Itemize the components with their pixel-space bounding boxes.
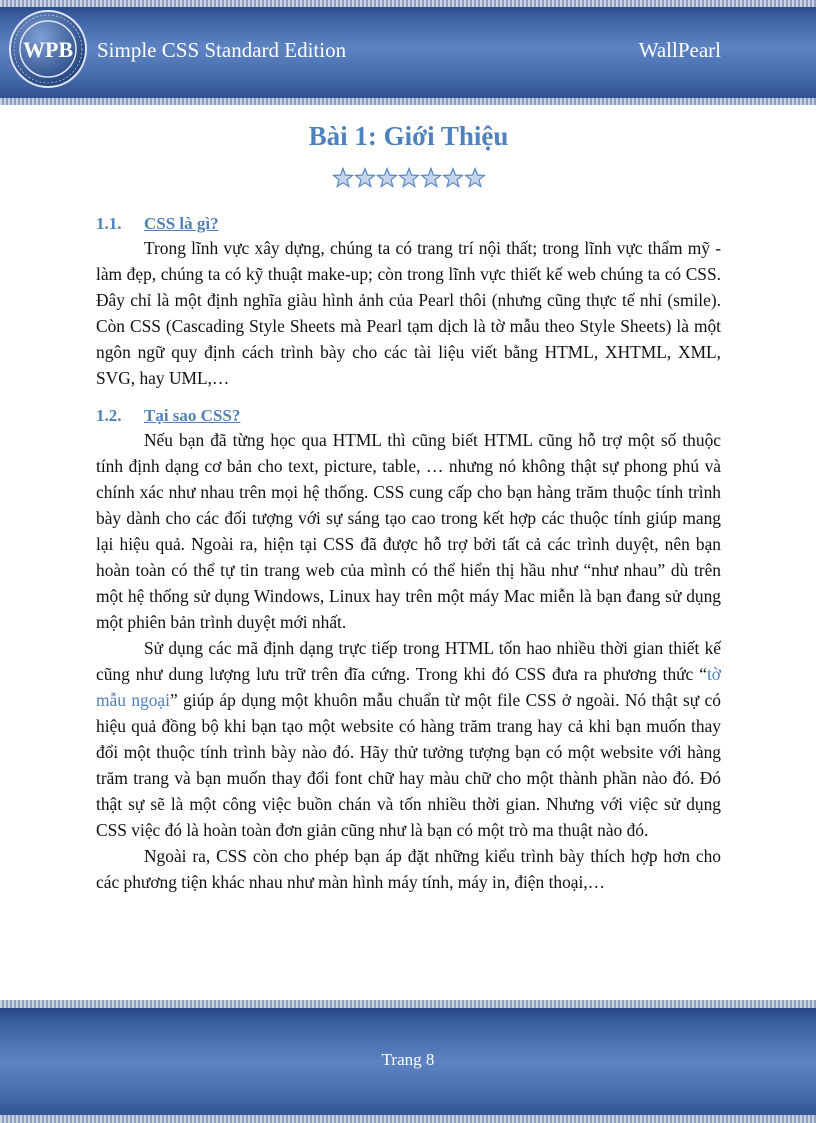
section-heading-2 — [96, 405, 721, 427]
section-number: 1.2. — [96, 406, 122, 425]
section-title[interactable]: CSS là gì? — [144, 214, 219, 233]
section-number: 1.1. — [96, 214, 122, 233]
page-number: Trang 8 — [381, 1050, 435, 1069]
section-heading-1 — [96, 213, 721, 235]
star-icon — [332, 167, 354, 189]
star-divider — [96, 167, 721, 189]
external-stylesheet-link[interactable]: tờ mẫu ngoại — [96, 664, 721, 710]
page-header — [0, 0, 816, 105]
lesson-title: Bài 1: Giới Thiệu — [308, 121, 509, 151]
page-footer — [0, 1000, 816, 1123]
paragraph: Ngoài ra, CSS còn cho phép bạn áp đặt những kiểu trình bày thích hợp hơn cho các phương tiện khác nhau như màn hình máy tính, máy in, điện thoại,… — [96, 846, 721, 892]
header-title: Simple CSS Standard Edition — [97, 38, 347, 62]
star-icon — [420, 167, 442, 189]
paragraph: Trong lĩnh vực xây dựng, chúng ta có trang trí nội thất; trong lĩnh vực thẩm mỹ - làm đẹp, chúng ta có kỹ thuật make-up; còn trong lĩnh vực thiết kế web chúng ta có CSS. Đây chỉ là một định nghĩa giàu hình ảnh của Pearl thôi (nhưng cũng thực tế nhỉ (smile). Còn CSS (Cascading Style Sheets mà Pearl tạm dịch là tờ mẫu theo Style Sheets) là một ngôn ngữ quy định cách trình bày cho các tài liệu viết bằng HTML, XHTML, XML, SVG, hay UML,… — [96, 238, 721, 388]
page-content — [96, 110, 721, 895]
star-icon — [442, 167, 464, 189]
paragraph — [96, 635, 721, 843]
paragraph-text: Sử dụng các mã định dạng trực tiếp trong HTML tốn hao nhiều thời gian thiết kế cũng như dung lượng lưu trữ trên đĩa cứng. Trong khi đó CSS đưa ra phương thức “ — [96, 638, 721, 684]
header-brand: WallPearl — [638, 38, 721, 62]
logo-text: WPB — [22, 37, 74, 62]
star-icon — [398, 167, 420, 189]
paragraph-text: ” giúp áp dụng một khuôn mẫu chuẩn từ một file CSS ở ngoài. Nó thật sự có hiệu quả đồng bộ khi bạn tạo một website có hàng trăm trang hay cả khi bạn muốn thay đổi một thuộc tính trình bày nào đó. Hãy thử tưởng tượng bạn có một website với hàng trăm trang và bạn muốn thay đổi font chữ hay màu chữ cho một thành phần nào đó. Đó thật sự sẽ là một công việc buồn chán và tốn nhiều thời gian. Nhưng với việc sử dụng CSS việc đó là hoàn toàn đơn giản cũng như là bạn có một trò ma thuật nào đó. — [96, 690, 721, 840]
wpb-logo-icon — [8, 9, 88, 89]
star-icon — [376, 167, 398, 189]
paragraph: Nếu bạn đã từng học qua HTML thì cũng biết HTML cũng hỗ trợ một số thuộc tính định dạng cơ bản cho text, picture, table, … nhưng nó không thật sự phong phú và chính xác như nhau trên mọi hệ thống. CSS cung cấp cho bạn hàng trăm thuộc tính trình bày dành cho các đối tượng với sự sáng tạo cao trong kết hợp các thuộc tính giúp mang lại hiệu quả. Ngoài ra, hiện tại CSS đã được hỗ trợ bởi tất cả các trình duyệt, nên bạn hoàn toàn có thể tự tin trang web của mình có thể hiển thị hầu như “như nhau” dù trên một hệ thống sử dụng Windows, Linux hay trên một máy Mac miễn là bạn đang sử dụng một phiên bản trình duyệt mới nhất. — [96, 430, 721, 632]
section-title[interactable]: Tại sao CSS? — [144, 406, 241, 425]
star-icon — [354, 167, 376, 189]
star-icon — [464, 167, 486, 189]
